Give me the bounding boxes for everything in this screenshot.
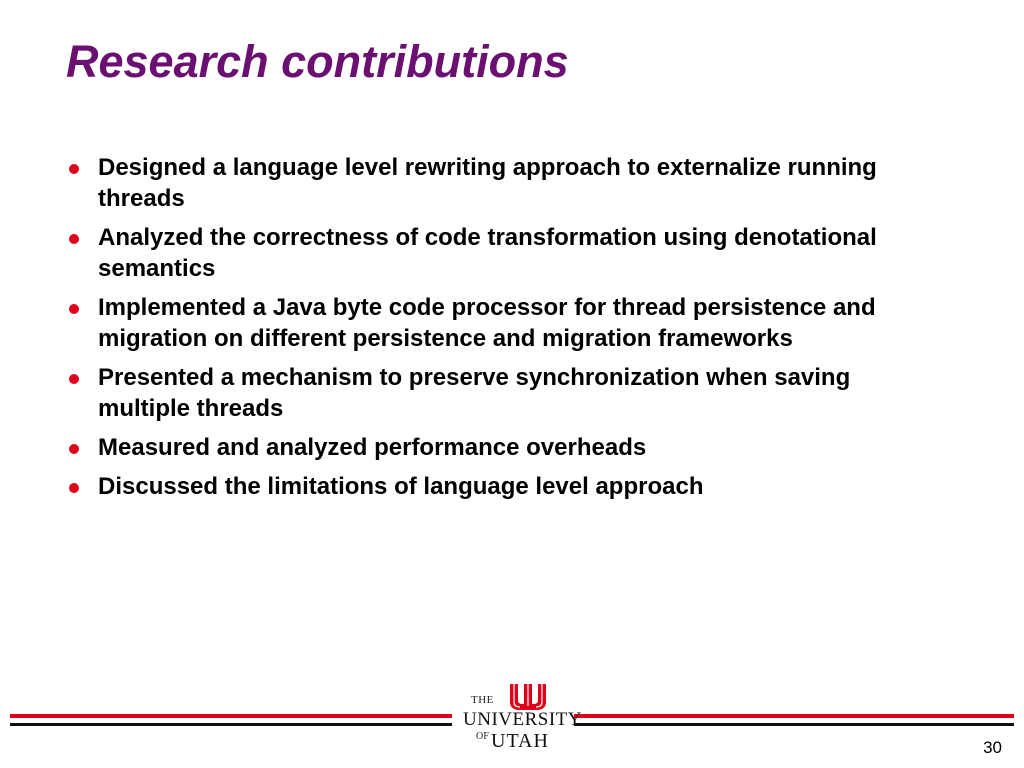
logo-university-text: UNIVERSITY <box>463 709 582 730</box>
footer-black-line-right <box>574 723 1014 726</box>
block-u-icon <box>508 682 548 712</box>
bullet-text: Designed a language level rewriting approach to externalize running threads <box>98 154 877 212</box>
bullet-item <box>66 432 946 463</box>
bullet-item <box>66 362 946 424</box>
bullet-dot-icon <box>69 234 79 244</box>
logo-of-text: OF <box>476 731 489 742</box>
bullet-dot-icon <box>69 164 79 174</box>
bullet-dot-icon <box>69 483 79 493</box>
bullet-text: Discussed the limitations of language level approach <box>98 473 704 500</box>
bullet-text: Implemented a Java byte code processor for thread persistence and migration on different persistence and migration frameworks <box>98 294 876 352</box>
bullet-dot-icon <box>69 444 79 454</box>
university-logo <box>463 682 582 762</box>
footer-red-line-left <box>10 714 452 718</box>
bullet-text: Analyzed the correctness of code transformation using denotational semantics <box>98 224 877 282</box>
footer-black-line-left <box>10 723 452 726</box>
bullet-text: Presented a mechanism to preserve synchronization when saving multiple threads <box>98 364 851 422</box>
logo-the-text: THE <box>471 694 494 706</box>
bullet-dot-icon <box>69 374 79 384</box>
bullet-item <box>66 471 946 502</box>
bullet-dot-icon <box>69 304 79 314</box>
bullet-list <box>66 152 946 510</box>
bullet-item <box>66 222 946 284</box>
footer-red-line-right <box>574 714 1014 718</box>
bullet-item <box>66 152 946 214</box>
bullet-text: Measured and analyzed performance overheads <box>98 434 647 461</box>
bullet-item <box>66 292 946 354</box>
slide-title: Research contributions <box>66 36 569 87</box>
logo-utah-text: UTAH <box>491 730 549 752</box>
page-number: 30 <box>983 738 1002 757</box>
